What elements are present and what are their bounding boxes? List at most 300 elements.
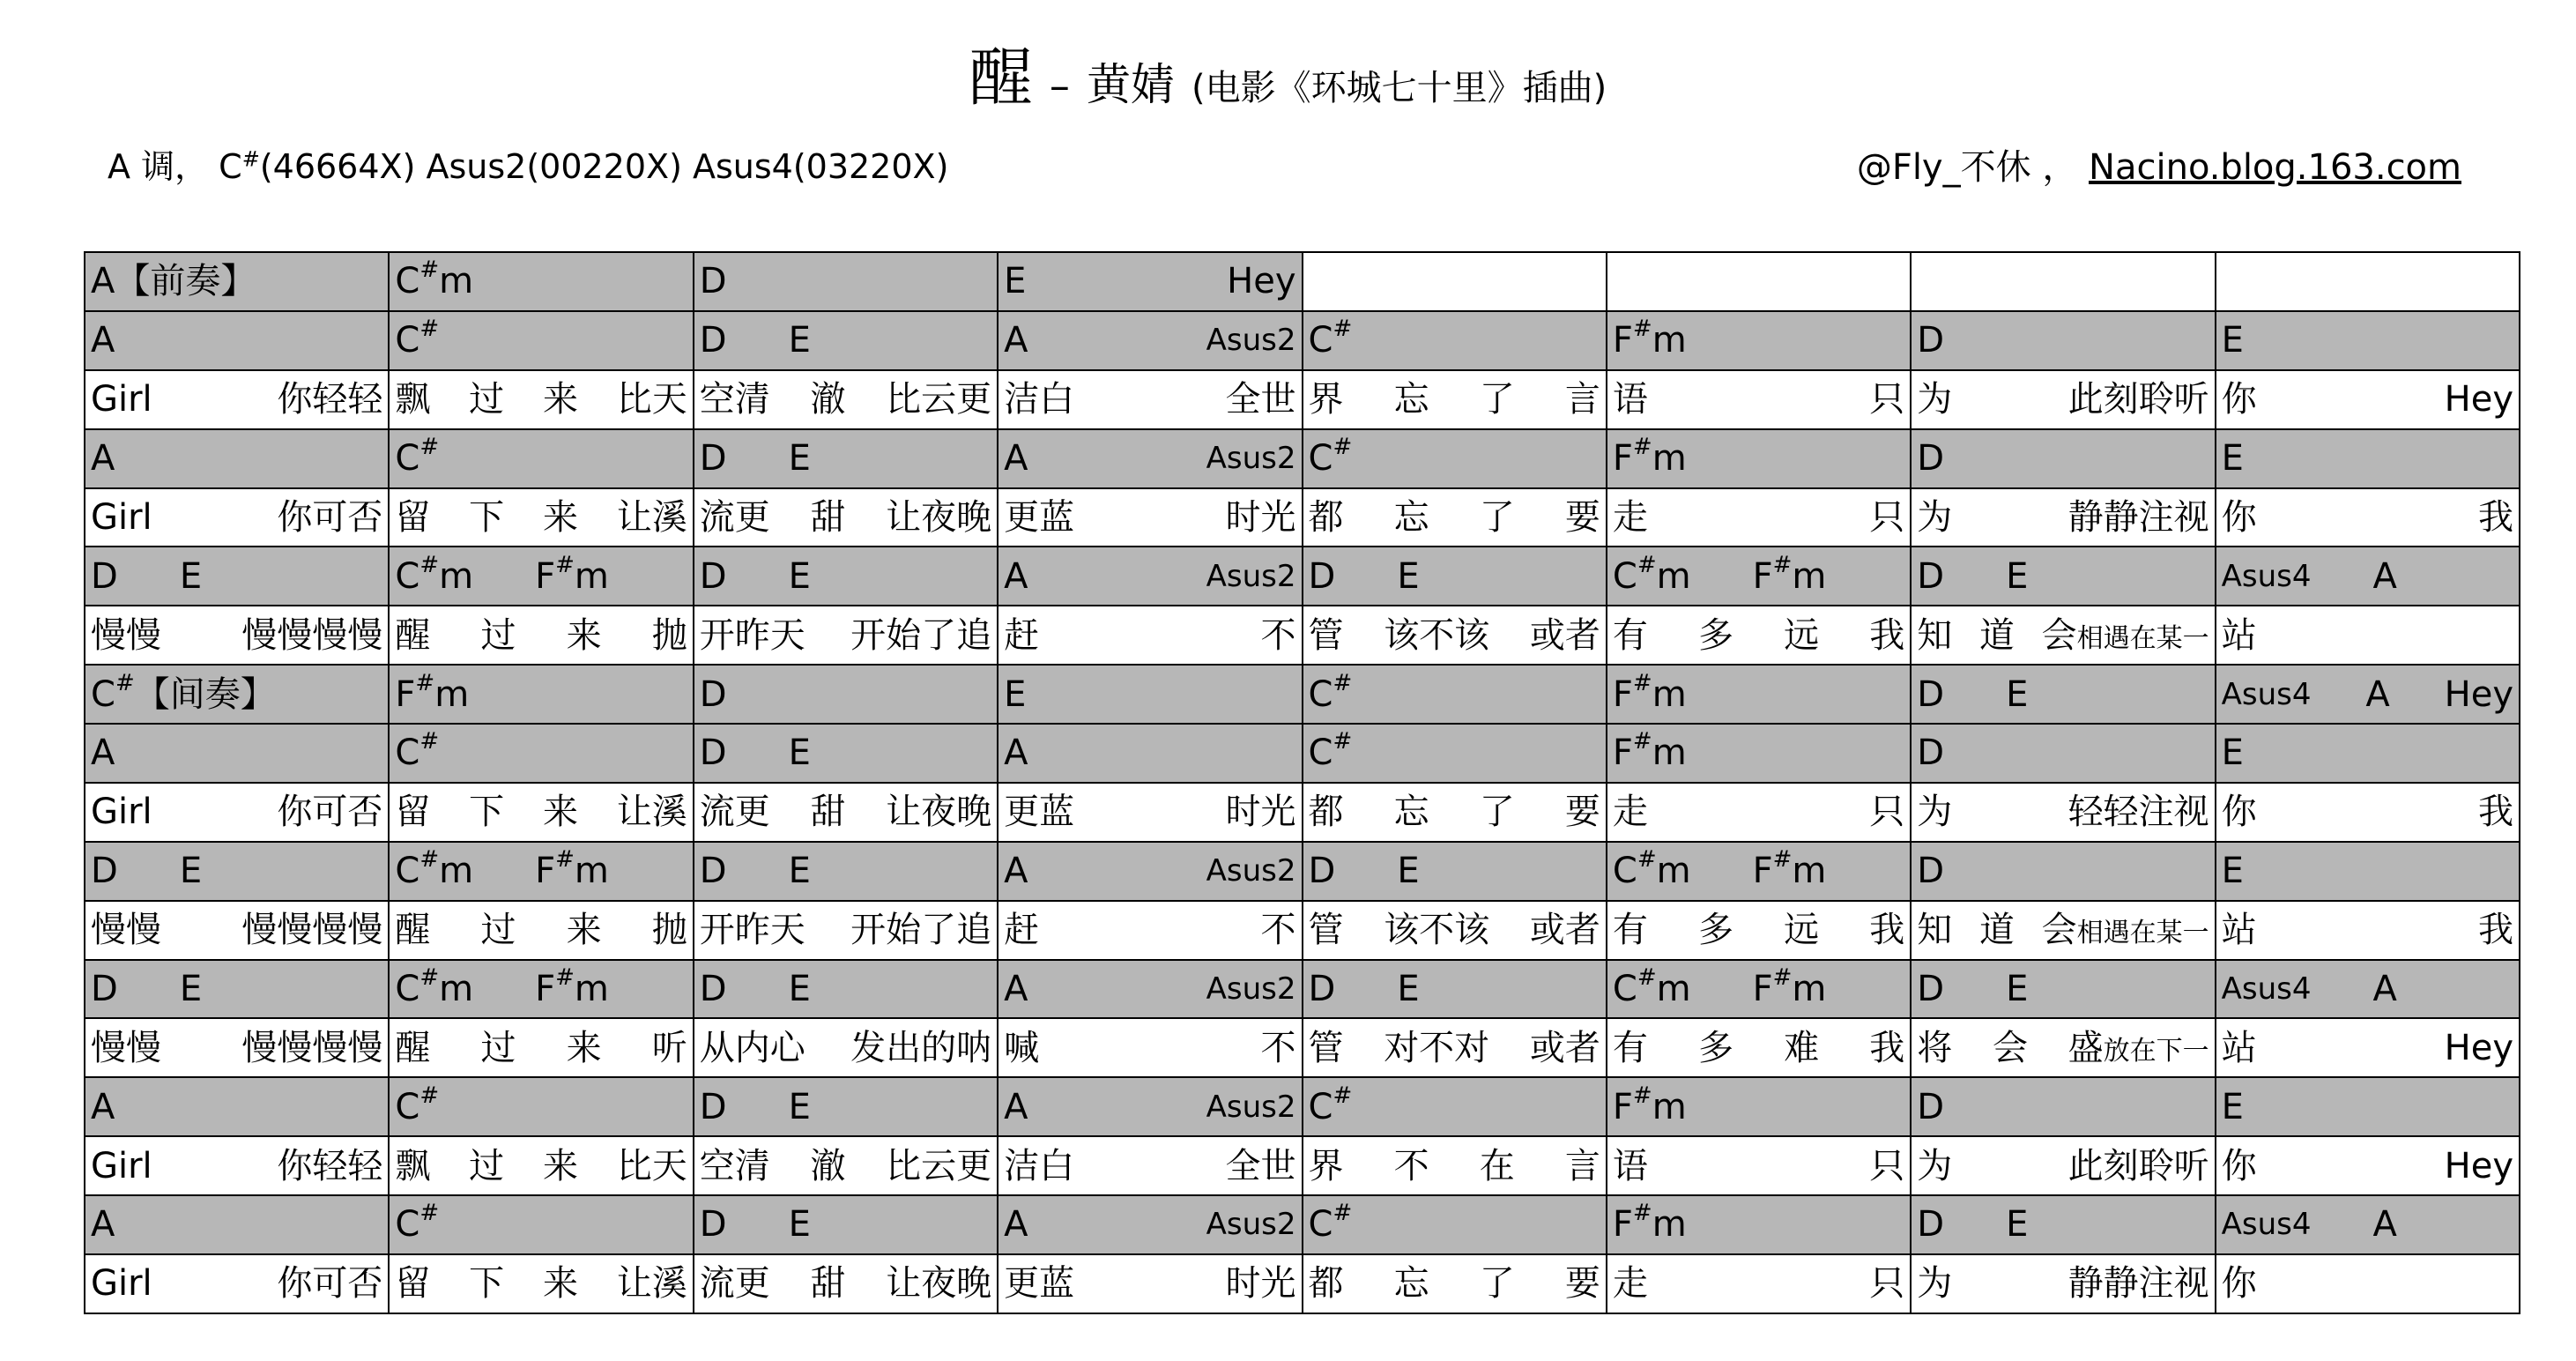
lyric-cell <box>998 901 1302 960</box>
lyric-cell <box>1607 1136 1911 1195</box>
cell-token: 忘 <box>1393 792 1429 833</box>
chord-cell <box>85 1195 389 1254</box>
cell-token: 走 <box>1612 1263 1648 1305</box>
cell-token: 有 <box>1612 614 1648 656</box>
credit-separator: ， <box>2042 147 2078 188</box>
chord-cell <box>1607 1077 1911 1136</box>
cell-token: 站 <box>2221 1027 2257 1068</box>
chord-lyric-sheet <box>84 251 2520 1314</box>
cell-token: Asus4 <box>2221 971 2312 1007</box>
lyric-cell <box>2216 488 2520 547</box>
cell-token: 不 <box>1260 910 1296 951</box>
chord-row <box>85 1077 2520 1136</box>
cell-token: D <box>1917 733 1945 774</box>
cell-token: 会相遇在某一 <box>2041 614 2209 656</box>
chord-cell <box>389 1195 693 1254</box>
chord-cell <box>389 665 693 724</box>
cell-token: 醒 <box>395 614 431 656</box>
cell-token: F#m <box>1612 669 1687 715</box>
cell-token: 下 <box>469 1263 505 1305</box>
cell-token: 只 <box>1869 792 1905 833</box>
cell-token: E <box>2221 851 2244 892</box>
lyric-row <box>85 901 2520 960</box>
cell-token: 要 <box>1564 792 1600 833</box>
chord-cell <box>998 311 1302 370</box>
chord-cell <box>1303 842 1607 901</box>
cell-token: A <box>91 1204 115 1246</box>
cell-token: 在 <box>1479 1145 1515 1186</box>
lyric-cell <box>389 606 693 665</box>
lyric-cell <box>1911 783 2215 842</box>
cell-token: 远 <box>1784 614 1820 656</box>
cell-token: A <box>1004 733 1028 774</box>
chord-cell <box>389 547 693 606</box>
cell-token: 我 <box>1869 1027 1905 1068</box>
chord-row <box>85 960 2520 1019</box>
lyric-cell <box>85 783 389 842</box>
cell-token: 甜 <box>810 792 846 833</box>
cell-token: A <box>2372 968 2397 1009</box>
lyric-cell <box>2216 783 2520 842</box>
lyric-cell <box>1303 1254 1607 1313</box>
cell-token: 该不该 <box>1384 614 1490 656</box>
cell-token: 或者 <box>1529 614 1600 656</box>
cell-token: 要 <box>1564 1263 1600 1305</box>
cell-token: E <box>179 555 203 597</box>
cell-token: E <box>1397 555 1420 597</box>
cell-token: 忘 <box>1393 496 1429 538</box>
cell-token: 下 <box>469 792 505 833</box>
chord-cell <box>998 960 1302 1019</box>
cell-token: E <box>1004 261 1027 302</box>
cell-token: Asus4 <box>2221 676 2312 712</box>
cell-token: 你可否 <box>277 792 383 833</box>
chord-cell <box>998 665 1302 724</box>
cell-token: Asus2 <box>1206 323 1296 359</box>
cell-token: 空清 <box>699 1145 770 1186</box>
chord-cell <box>694 547 998 606</box>
cell-token: Asus2 <box>1206 558 1296 594</box>
lyric-cell <box>694 1254 998 1313</box>
cell-token: 比天 <box>616 1145 687 1186</box>
cell-token: 时光 <box>1225 496 1296 538</box>
cell-token: Asus2 <box>1206 1207 1296 1243</box>
cell-token: 界 <box>1308 379 1344 420</box>
chord-cell <box>998 429 1302 488</box>
cell-token: 你 <box>2221 1263 2257 1305</box>
cell-token: A <box>91 1086 115 1127</box>
cell-token: A <box>1004 320 1028 361</box>
lyric-cell <box>1911 1254 2215 1313</box>
chord-cell <box>85 724 389 783</box>
chord-cell <box>1607 547 1911 606</box>
cell-token: 来 <box>542 1145 578 1186</box>
chord-cell <box>1607 960 1911 1019</box>
lyric-cell <box>998 606 1302 665</box>
chord-cell <box>1607 724 1911 783</box>
cell-token: 留 <box>395 792 431 833</box>
lyric-cell <box>998 1018 1302 1077</box>
cell-token: 会 <box>1992 1027 2028 1068</box>
cell-token: 流更 <box>699 1263 770 1305</box>
cell-token: F#m <box>1612 316 1687 361</box>
chord-cell <box>1303 960 1607 1019</box>
cell-token: 只 <box>1869 496 1905 538</box>
cell-token: A【前奏】 <box>91 261 256 302</box>
cell-token: 慢慢 <box>91 910 161 951</box>
cell-token: 醒 <box>395 910 431 951</box>
cell-token: C#m <box>395 846 474 892</box>
sharp-sign: # <box>241 146 260 172</box>
cell-token: E <box>2221 733 2244 774</box>
cell-token: D <box>699 261 727 302</box>
cell-token: D <box>91 968 118 1009</box>
cell-token: 开昨天 <box>699 910 805 951</box>
cell-token: C# <box>395 434 440 480</box>
cell-token: 听 <box>651 1027 687 1068</box>
lyric-cell <box>85 1254 389 1313</box>
cell-token: 来 <box>542 1263 578 1305</box>
lyric-cell <box>694 488 998 547</box>
chord-cell <box>2216 1077 2520 1136</box>
cell-token: 慢慢 <box>91 614 161 656</box>
chord-cell <box>389 960 693 1019</box>
cell-token: 抛 <box>651 614 687 656</box>
cell-token: 了 <box>1479 792 1515 833</box>
chord-cell <box>998 252 1302 311</box>
cell-token: Asus4 <box>2221 558 2312 594</box>
chord-row <box>85 1195 2520 1254</box>
cell-token: 更蓝 <box>1004 1263 1075 1305</box>
chord-cell <box>85 842 389 901</box>
chord-row <box>85 429 2520 488</box>
cell-token: Hey <box>2444 1027 2513 1068</box>
cell-token: 管 <box>1308 1027 1344 1068</box>
cell-token: 道 <box>1978 614 2015 656</box>
chord-fingerings: (46664X) Asus2(00220X) Asus4(03220X) <box>259 147 949 186</box>
cell-token: 只 <box>1869 379 1905 420</box>
cell-token: 从内心 <box>699 1027 805 1068</box>
lyric-row <box>85 783 2520 842</box>
cell-token: 时光 <box>1225 792 1296 833</box>
chord-cell <box>389 252 693 311</box>
chord-cell <box>1607 429 1911 488</box>
chord-cell <box>1607 311 1911 370</box>
cell-token: 语 <box>1612 1145 1648 1186</box>
cell-token: 都 <box>1308 496 1344 538</box>
chord-row <box>85 842 2520 901</box>
cell-token: 你轻轻 <box>277 1145 383 1186</box>
cell-token: 为 <box>1917 496 1953 538</box>
cell-token: E <box>2006 1204 2029 1246</box>
cell-token: C#m <box>1612 846 1691 892</box>
cell-token: 让夜晚 <box>886 496 992 538</box>
lyric-cell <box>694 783 998 842</box>
cell-token: D <box>699 968 727 1009</box>
cell-token: 慢慢 <box>91 1027 161 1068</box>
cell-token: C# <box>1308 728 1353 774</box>
cell-token: 来 <box>566 1027 602 1068</box>
cell-token: D <box>91 555 118 597</box>
cell-token: F#m <box>1612 1200 1687 1246</box>
cell-token: A <box>1004 1086 1028 1127</box>
lyric-cell <box>694 370 998 429</box>
cell-token: E <box>788 968 811 1009</box>
cell-token: D <box>699 1086 727 1127</box>
lyric-cell <box>998 1254 1302 1313</box>
cell-token: 比天 <box>616 379 687 420</box>
lyric-cell <box>85 370 389 429</box>
cell-token: 飘 <box>395 1145 431 1186</box>
cell-token: C# <box>395 316 440 361</box>
lyric-cell <box>1303 488 1607 547</box>
chord-cell <box>1607 252 1911 311</box>
chord-cell <box>1911 429 2215 488</box>
cell-token: 轻轻注视 <box>2067 792 2209 833</box>
cell-token: F#m <box>1612 728 1687 774</box>
chord-cell <box>2216 842 2520 901</box>
cell-token: 言 <box>1564 379 1600 420</box>
cell-token: 喊 <box>1004 1027 1040 1068</box>
cell-token: D <box>699 851 727 892</box>
lyric-cell <box>694 606 998 665</box>
cell-token: C#【间奏】 <box>91 669 276 715</box>
cell-token: D <box>699 555 727 597</box>
cell-token: D <box>1917 673 1945 715</box>
cell-token: 让溪 <box>616 792 687 833</box>
cell-token: 比云更 <box>886 379 992 420</box>
credit-line <box>1857 139 2461 190</box>
cell-token: C# <box>1308 1082 1353 1127</box>
cell-token: 静静注视 <box>2067 496 2209 538</box>
chord-cell <box>2216 724 2520 783</box>
cell-token: 来 <box>542 792 578 833</box>
cell-token: 时光 <box>1225 1263 1296 1305</box>
chord-cell <box>1303 1077 1607 1136</box>
lyric-cell <box>998 1136 1302 1195</box>
lyric-cell <box>1607 606 1911 665</box>
cell-token: Asus2 <box>1206 441 1296 477</box>
cell-token: 此刻聆听 <box>2067 1145 2209 1186</box>
cell-token: 过 <box>469 379 505 420</box>
lyric-cell <box>2216 370 2520 429</box>
chord-cell <box>1911 842 2215 901</box>
cell-token: 你可否 <box>277 1263 383 1305</box>
lyric-cell <box>389 370 693 429</box>
cell-token: 了 <box>1479 496 1515 538</box>
cell-token: C#m <box>1612 963 1691 1009</box>
cell-token: 来 <box>566 614 602 656</box>
cell-token: E <box>788 733 811 774</box>
lyric-cell <box>1607 901 1911 960</box>
chord-cell <box>2216 311 2520 370</box>
chord-cell <box>389 311 693 370</box>
cell-token: C# <box>395 728 440 774</box>
cell-token: D <box>699 1204 727 1246</box>
cell-token: E <box>2221 320 2244 361</box>
cell-token: D <box>1308 968 1336 1009</box>
cell-token: E <box>1004 673 1027 715</box>
artist-name: 黄婧 <box>1086 59 1175 110</box>
cell-token: D <box>699 733 727 774</box>
cell-token: Hey <box>2444 673 2513 715</box>
cell-token: 走 <box>1612 792 1648 833</box>
cell-token: F#m <box>535 551 609 597</box>
cell-token: A <box>91 320 115 361</box>
cell-token: D <box>1917 968 1945 1009</box>
chord-cell <box>389 842 693 901</box>
cell-token: Hey <box>2444 379 2513 420</box>
chord-cell <box>694 842 998 901</box>
cell-token: 多 <box>1698 1027 1733 1068</box>
chord-cell <box>998 724 1302 783</box>
lyric-row <box>85 606 2520 665</box>
lyric-cell <box>2216 1254 2520 1313</box>
song-title: 醒 <box>969 41 1033 115</box>
chord-cell <box>389 429 693 488</box>
chord-cell <box>1303 311 1607 370</box>
chord-row <box>85 311 2520 370</box>
chord-cell <box>1911 547 2215 606</box>
cell-token: 澈 <box>810 379 846 420</box>
lyric-row <box>85 488 2520 547</box>
cell-token: 只 <box>1869 1263 1905 1305</box>
cell-token: Hey <box>2444 1145 2513 1186</box>
chord-cell <box>1911 960 2215 1019</box>
chord-row <box>85 547 2520 606</box>
credit-site-link[interactable]: Nacino.blog.163.com <box>2089 147 2461 188</box>
chord-cell <box>1911 252 2215 311</box>
cell-token: D <box>1308 851 1336 892</box>
cell-token: 多 <box>1698 614 1733 656</box>
cell-token: 你 <box>2221 792 2257 833</box>
cell-token: 飘 <box>395 379 431 420</box>
cell-token: A <box>2372 555 2397 597</box>
cell-token: A <box>1004 968 1028 1009</box>
cell-token: C# <box>1308 434 1353 480</box>
cell-token: 慢慢慢慢 <box>241 910 383 951</box>
cell-token: E <box>2006 673 2029 715</box>
cell-token: 该不该 <box>1384 910 1490 951</box>
cell-token: 你 <box>2221 496 2257 538</box>
cell-token: 全世 <box>1225 379 1296 420</box>
song-subtitle: (电影《环城七十里》插曲) <box>1191 68 1607 108</box>
cell-token: F#m <box>535 963 609 1009</box>
lyric-cell <box>389 1018 693 1077</box>
cell-token: 管 <box>1308 614 1344 656</box>
chord-cell <box>1303 724 1607 783</box>
cell-token: 留 <box>395 496 431 538</box>
cell-token: Girl <box>91 1145 152 1186</box>
cell-token: Asus2 <box>1206 853 1296 889</box>
csharp-chord-name: C <box>219 147 242 186</box>
lyric-cell <box>1303 1018 1607 1077</box>
cell-token: 都 <box>1308 792 1344 833</box>
cell-token: E <box>788 1204 811 1246</box>
cell-token: D <box>1917 438 1945 480</box>
cell-token: 开始了追 <box>850 614 992 656</box>
song-title-line <box>0 26 2576 118</box>
lyric-cell <box>1911 606 2215 665</box>
lyric-row <box>85 1254 2520 1313</box>
cell-token: F#m <box>1752 846 1827 892</box>
cell-token: 远 <box>1784 910 1820 951</box>
cell-token: 澈 <box>810 1145 846 1186</box>
chord-cell <box>694 724 998 783</box>
chord-row <box>85 665 2520 724</box>
cell-token: 洁白 <box>1004 1145 1075 1186</box>
cell-token: 过 <box>480 910 516 951</box>
cell-token: 为 <box>1917 1263 1953 1305</box>
cell-token: Asus2 <box>1206 971 1296 1007</box>
cell-token: 界 <box>1308 1145 1344 1186</box>
cell-token: D <box>1917 320 1945 361</box>
cell-token: 或者 <box>1529 1027 1600 1068</box>
chord-row <box>85 252 2520 311</box>
chord-cell <box>1303 665 1607 724</box>
lyric-cell <box>2216 901 2520 960</box>
chord-cell <box>2216 252 2520 311</box>
chord-cell <box>694 429 998 488</box>
cell-token: 下 <box>469 496 505 538</box>
chord-cell <box>2216 960 2520 1019</box>
cell-token: 会相遇在某一 <box>2041 910 2209 951</box>
chord-cell <box>1911 1195 2215 1254</box>
lyric-cell <box>998 783 1302 842</box>
lyric-cell <box>389 901 693 960</box>
lyric-cell <box>1607 1018 1911 1077</box>
cell-token: 多 <box>1698 910 1733 951</box>
cell-token: 此刻聆听 <box>2067 379 2209 420</box>
lyric-cell <box>1303 370 1607 429</box>
cell-token: E <box>788 851 811 892</box>
cell-token: 站 <box>2221 910 2257 951</box>
key-label: A 调， <box>108 147 209 186</box>
cell-token: E <box>2221 1086 2244 1127</box>
cell-token: C#m <box>395 551 474 597</box>
lyric-cell <box>85 1136 389 1195</box>
cell-token: 站 <box>2221 614 2257 656</box>
chord-cell <box>694 252 998 311</box>
cell-token: D <box>1917 555 1945 597</box>
cell-token: 来 <box>542 379 578 420</box>
cell-token: 你 <box>2221 1145 2257 1186</box>
cell-token: A <box>2372 1204 2397 1246</box>
cell-token: 过 <box>469 1145 505 1186</box>
chord-cell <box>85 429 389 488</box>
cell-token: 甜 <box>810 1263 846 1305</box>
cell-token: 难 <box>1784 1027 1820 1068</box>
cell-token: F#m <box>1612 1082 1687 1127</box>
cell-token: 你轻轻 <box>277 379 383 420</box>
cell-token: 我 <box>1869 614 1905 656</box>
cell-token: Girl <box>91 496 152 538</box>
lyric-cell <box>694 1136 998 1195</box>
cell-token: F#m <box>535 846 609 892</box>
cell-token: 盛放在下一 <box>2067 1027 2209 1068</box>
cell-token: 管 <box>1308 910 1344 951</box>
cell-token: 为 <box>1917 792 1953 833</box>
cell-token: 我 <box>2478 496 2513 538</box>
chord-cell <box>694 1195 998 1254</box>
cell-token: 忘 <box>1393 379 1429 420</box>
chord-cell <box>2216 429 2520 488</box>
cell-token: D <box>1917 1204 1945 1246</box>
sheet-body <box>85 252 2520 1313</box>
cell-token: 比云更 <box>886 1145 992 1186</box>
lyric-cell <box>2216 606 2520 665</box>
cell-token: Girl <box>91 792 152 833</box>
